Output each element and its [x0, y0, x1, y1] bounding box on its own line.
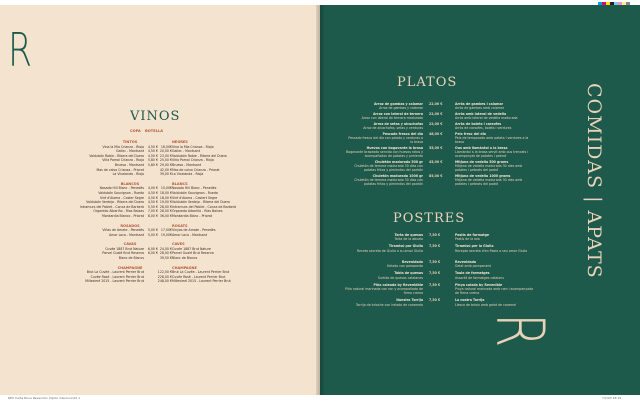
dish-spanish — [345, 271, 423, 279]
wine-name: Blanc de Blancs — [172, 256, 198, 261]
dish-spanish — [345, 260, 423, 268]
dish-price: 7,50 € — [429, 244, 441, 249]
wine-price-glass: 8,00 € — [147, 213, 158, 218]
dish-desc-es: Chuletón de ternera madurado 30 días con patatas fritas y pimientos del padrón — [354, 164, 423, 173]
dish-desc-es: Pescado fresco del día con patata y verduras a la brasa — [348, 135, 423, 145]
wine-name: Mas de calvo Crianza - Priorat — [96, 167, 144, 172]
dish-name-ca: Mitjana de vedella 500 grams — [455, 159, 509, 164]
dish-desc-es: Chuletón de ternera madurado 30 días con patatas fritas y pimientos del padrón — [354, 178, 423, 187]
wine-price-bottle: 23,00 € — [159, 153, 172, 158]
dish-price: 22,00 € — [429, 102, 443, 106]
wine-name: Nosado Hill Blanc - Penedès — [99, 186, 144, 191]
wine-price-bottle: 19,00€ — [160, 232, 172, 237]
wine-price-bottle: 18,00 € — [159, 190, 172, 195]
platos-title: PLATOS — [397, 75, 458, 90]
dish-name-es: Revenidado — [401, 260, 423, 264]
dish-spanish — [345, 160, 423, 173]
wine-price-glass: 5,80 € — [147, 158, 158, 163]
wine-price-glass: 4,50 € — [147, 149, 158, 154]
dish-price: 7,50 € — [429, 271, 441, 276]
dish-name-ca: Pinya colada by Revenible — [455, 282, 503, 287]
dish-catalan — [455, 174, 535, 187]
dish-price: 7,50 € — [429, 233, 441, 237]
wine-name: Vina la Mia Crianza - Rioja — [172, 144, 214, 149]
dish-price: 48,00 € — [429, 131, 443, 136]
wine-price-glass: 5,00 € — [147, 232, 158, 237]
wine-name: Brut La Cuvée - Laurent Perrier Brut — [86, 270, 144, 275]
print-footer-right: 7/2/23 16:15 — [602, 396, 622, 400]
dish-spanish — [345, 298, 423, 306]
dish-desc-es: Torrija de brioche con helado de caramelo — [356, 302, 423, 307]
dish-desc-es: Arroz con lateral de ternera madurada — [361, 116, 423, 121]
dish-name-es: Huevos con bogavante la brasa — [366, 145, 423, 150]
wine-name: Mas de calvo Crianza - Priorat — [172, 167, 220, 172]
wine-name: Valdubón Verdejo - Ribera del Duero — [172, 200, 230, 205]
wine-price-glass: 5,50 € — [147, 204, 158, 209]
wine-row — [172, 214, 256, 219]
wine-category: ROSADOS — [120, 223, 140, 228]
wine-row — [88, 256, 172, 261]
wine-name: Blanc de Blancs — [118, 256, 144, 261]
wine-price-bottle: 19,00 € — [159, 200, 172, 205]
wine-name: La Vicalanda - Rioja — [172, 172, 204, 177]
wine-price-bottle: 17,00€ — [160, 228, 172, 233]
vinos-title: VINOS — [130, 109, 181, 124]
wine-category: CAVES — [172, 242, 185, 247]
wine-price-bottle: 29,00 € — [159, 162, 172, 167]
wine-column-spanish — [79, 140, 172, 284]
dish-catalan — [455, 160, 535, 173]
wine-price-bottle: 16,00€ — [160, 144, 172, 149]
dish-desc-ca: Mitjana de vedella madurada 30 dies amb patates i pebrots del padró — [455, 164, 523, 173]
wine-name: Amor Loco - Montsant — [109, 232, 144, 237]
wine-price-bottle: 15,00€ — [160, 186, 172, 191]
wine-name: Intramurs del Poblet - Conca de Barberà — [79, 204, 144, 209]
wine-name: Viré d'Aloma - Coster Segre — [100, 195, 144, 200]
dish-name-ca: Revenidado — [455, 260, 477, 264]
wine-name: Bruesa - Montsant — [114, 162, 144, 167]
dish-desc-ca: Arròs de gambes amb calamar — [455, 106, 505, 111]
wine-name: Parvel Gualé Brut Reserva — [102, 251, 144, 256]
wine-price-bottle: 28,00 € — [159, 209, 172, 214]
wine-column-catalan — [172, 140, 256, 284]
wine-name: Cuvée 1887 Brut Nature — [105, 246, 144, 251]
dish-name-es: Tarta de quesos — [394, 233, 423, 237]
wine-category: BLANCOS — [120, 181, 140, 186]
wine-name: Gallec - Montsant — [172, 149, 200, 154]
dish-desc-es: Surtido de quesos catalanes — [377, 275, 423, 280]
dish-price: 7,50 € — [429, 260, 441, 264]
wine-price-bottle: 18,00 € — [159, 195, 172, 200]
wine-name: Intramurs del Poblet - Conca de Barberà — [172, 204, 237, 209]
wine-price-bottle: 36,00 € — [159, 213, 172, 218]
dish-price: 7,50 € — [429, 298, 441, 303]
wine-name: Viré d'Aloma - Costert Segre — [172, 195, 218, 200]
dish-catalan — [455, 271, 535, 279]
dish-desc-ca: Peix de temporada amb patata i verdures a la brasa — [455, 135, 529, 145]
wine-row — [172, 256, 256, 261]
dish-catalan — [455, 102, 535, 110]
dish-desc-ca: Mitjana de vedella madurada 30 dies amb patates i pebrots del padró — [455, 178, 523, 187]
wine-name: Bruesa - Montsant — [172, 162, 202, 167]
dish-desc-es: Receta secreta de Giulia a su amor Giulia — [357, 248, 423, 253]
dish-desc-ca: Recepta secreta d'en Paolo a seu amor Giulia — [455, 248, 528, 253]
dish-desc-ca: Llesca de brioix amb gelat de caramel — [455, 302, 517, 307]
dish-desc-ca: Pastís de la iaia — [455, 237, 480, 242]
dish-name-ca: Tiramisú per la Giulia — [455, 244, 494, 249]
wine-name: Valdubón Sauvignon - Rueda — [98, 190, 144, 195]
botella-header: BOTELLA — [145, 129, 164, 133]
wine-row — [88, 214, 172, 219]
dish-desc-es: Piña natural marinada con ron y acompañada de firma crema — [345, 287, 423, 296]
dish-desc-es: Helado con pompondo — [387, 264, 423, 269]
dish-name-es: Arroz de gambas y calamar — [373, 102, 423, 106]
dish-price: 7,50 € — [429, 282, 441, 287]
page-gutter — [316, 5, 324, 395]
wine-price-glass: 6,00 € — [147, 251, 158, 256]
dish-spanish — [345, 132, 423, 145]
dish-spanish — [345, 102, 423, 110]
dish-desc-ca: Assortit de formatges catalans — [455, 275, 504, 280]
dish-name-ca: La nostra Torrija — [455, 298, 485, 303]
wine-price-bottle: 42,00 € — [159, 167, 172, 172]
wine-name: Monkardia Blanco - Priorat — [101, 213, 144, 218]
wine-category: ROSATS — [172, 223, 188, 228]
wine-row — [85, 279, 172, 284]
wine-name: Brut La Cuvée - Laurent Perrier Brut — [172, 270, 230, 275]
wine-name: Gallec - Montsant — [116, 149, 144, 154]
wine-name: La Vicalanda - Rioja — [112, 172, 144, 177]
wine-name: Millesimé 2015 - Laurent Perrier Brut — [172, 279, 231, 284]
dish-desc-es: Tarta de la abuela — [394, 237, 423, 242]
dish-desc-ca: Pinya natural marinada amb rom i acompanyada de firma crema — [455, 287, 534, 296]
dish-catalan — [455, 298, 535, 306]
wine-name: Orgaredo Albariño - Rias Baixes — [172, 209, 223, 214]
wine-category: CHAMPAGNE — [172, 265, 197, 270]
dish-catalan — [455, 112, 535, 120]
wine-category: CAVAS — [123, 242, 137, 247]
postres-title: POSTRES — [393, 211, 466, 226]
wine-name: Vina la Mia Crianza - Rioja — [102, 144, 144, 149]
dish-spanish — [345, 233, 423, 241]
wine-name: Monkardia Blanc - Priorat — [172, 213, 213, 218]
wine-row — [172, 172, 256, 177]
dish-name-es: Tabla de quesos — [394, 271, 423, 276]
wine-name: Vinyas de Amate - Penedès — [172, 228, 216, 233]
dish-spanish — [345, 174, 423, 187]
wine-price-glass: 4,50 € — [147, 144, 158, 149]
dish-desc-es: Arroz de alcachofas, setas y verduras — [363, 126, 423, 130]
wine-price-glass: 4,50 € — [147, 200, 158, 205]
wine-name: Valdubón Roble - Ribera del Duero — [172, 153, 227, 158]
wine-price-bottle: 20,00 € — [159, 149, 172, 154]
wine-row — [172, 233, 256, 238]
side-title: COMIDAS | APATS — [583, 83, 605, 279]
wine-category: BLANCS — [172, 181, 188, 186]
wine-name: Amor Loco - Montsant — [172, 232, 207, 237]
wine-price-bottle: 28,00 € — [159, 204, 172, 209]
wine-row — [88, 172, 172, 177]
wine-name: Nosado Hill Blanc - Penedès — [172, 186, 217, 191]
wine-name: Cuvée 1887 Brut Nature — [172, 246, 211, 251]
wine-price-glass: 4,50 € — [147, 190, 158, 195]
wine-price-glass: 4,50 € — [147, 195, 158, 200]
dish-name-ca: Mitjana de vedella 1000 grams — [455, 174, 511, 178]
wine-price-bottle: 122,00 € — [157, 270, 172, 275]
dish-price: 22,00 € — [429, 121, 443, 126]
dish-catalan — [455, 132, 535, 145]
copa-header: COPA — [130, 129, 141, 133]
wine-row — [172, 279, 256, 284]
wine-category: CHAMPAGNE — [117, 265, 143, 270]
dish-name-ca: Arròs amb lateral de vedella — [455, 111, 507, 116]
menu-spread — [0, 5, 640, 395]
wine-name: Valdubón Sauvignon - Rueda — [172, 190, 218, 195]
wine-price-glass: 7,00 € — [147, 209, 158, 214]
dish-desc-es: Arroz de gambas y calamar — [379, 106, 423, 111]
dish-name-ca: Ous amb llamàntol a la brasa — [455, 145, 508, 150]
dish-catalan — [455, 244, 535, 252]
dish-desc-ca: Arròs amb lateral de vedella madurada — [455, 116, 518, 121]
wine-row — [88, 233, 172, 238]
wine-price-glass: 4,50 € — [147, 153, 158, 158]
dish-name-ca: Arròs de gambes i calamar — [455, 102, 504, 106]
wine-name: Valdubón Verdejo - Ribera del Duero — [86, 200, 144, 205]
wine-category: TINTOS — [122, 140, 138, 144]
wine-price-bottle: 39,50 € — [159, 256, 172, 261]
dish-desc-es: Bogavante braseado servido con huevos rotos y acompañados de patatas y pimiento — [346, 150, 423, 159]
dish-name-ca: Arròs de bolets i carxofes — [455, 121, 502, 126]
wine-name: Viña Pomal Crianza - Rioja — [102, 158, 144, 163]
dish-spanish — [345, 283, 423, 296]
wine-price-bottle: 228,00 € — [157, 274, 172, 279]
logo-letter-left: R — [8, 23, 32, 77]
dish-name-ca: Taula de formatges — [455, 271, 490, 276]
dish-spanish — [345, 244, 423, 252]
dish-desc-ca: Llamàntol a la brasa servit amb ous trencats i acompanyat de patates i pebrot — [455, 150, 529, 159]
dish-spanish — [345, 146, 423, 159]
wine-name: Parvel Gualé Brut Reserva — [172, 251, 214, 256]
wine-price-glass: 5,00 € — [147, 228, 158, 233]
wine-name: Viña Pomal Crianza - Rioja — [172, 158, 214, 163]
wine-price-glass: 6,00 € — [147, 246, 158, 251]
dish-spanish — [345, 112, 423, 120]
dish-price: 35,00 € — [429, 145, 443, 150]
dish-name-es: Chuletón madurado 500 gr — [374, 159, 423, 164]
wine-name: Orgaredo Albariño - Rias Baixas — [93, 209, 144, 214]
dish-price: 45,00 € — [429, 159, 443, 164]
wine-name: Viñas de Amate - Penedès — [102, 228, 144, 233]
print-footer-left: REV Carta Nova Revenidor Xipolo interior.indd 1 — [8, 396, 81, 400]
dish-price: 85,00 € — [429, 174, 443, 178]
wine-name: Valdubón Roble - Ribera del Duero — [89, 153, 144, 158]
dish-name-ca: Pastís de formatge — [455, 233, 490, 237]
dish-catalan — [455, 146, 535, 159]
dish-name-es: Tiramisú por Giulia — [388, 244, 423, 249]
dish-name-ca: Peix fresc del dia — [455, 131, 486, 136]
wine-price-glass: 5,80 € — [147, 162, 158, 167]
wine-price-bottle: 24,00 € — [159, 246, 172, 251]
dish-desc-ca: Arròs de carxofes, bolets i verdures — [455, 126, 512, 130]
print-color-bar — [598, 2, 630, 5]
logo-letter-right: R — [481, 313, 558, 348]
dish-catalan — [455, 283, 535, 296]
dish-name-es: Piña caleada by Revenidble — [373, 282, 423, 287]
wine-name: Cuvée Rosé - Laurent Perrier Brut — [172, 274, 226, 279]
wine-price-bottle: 248,00 € — [157, 279, 172, 284]
wine-category: NEGRES — [172, 140, 188, 144]
dish-name-es: Pescado fresco del día — [382, 131, 423, 136]
dish-catalan — [455, 233, 535, 241]
dish-name-es: Nuestra Torrija — [396, 298, 423, 303]
wine-price-bottle: 28,00 € — [159, 251, 172, 256]
dish-name-es: Chuletón madurado 1000 gr — [372, 174, 423, 178]
dish-price: 22,00 € — [429, 111, 443, 116]
dish-desc-ca: Gelat amb pomponent — [455, 264, 491, 269]
wine-price-bottle: 39,00 € — [159, 172, 172, 177]
dish-catalan — [455, 260, 535, 268]
dish-name-es: Arroz con lateral de ternera — [372, 111, 423, 116]
wine-name: Cuvée Rosé - Laurent Perrier Brut — [90, 274, 144, 279]
dish-name-es: Arroz de setas y alcachofas — [373, 121, 423, 126]
wine-price-glass: 4,00 € — [147, 186, 158, 191]
wine-price-bottle: 25,00 € — [159, 158, 172, 163]
dish-spanish — [345, 122, 423, 130]
dish-catalan — [455, 122, 535, 130]
wine-name: Millesimé 2015 - Laurent Perrier Brut — [85, 279, 144, 284]
